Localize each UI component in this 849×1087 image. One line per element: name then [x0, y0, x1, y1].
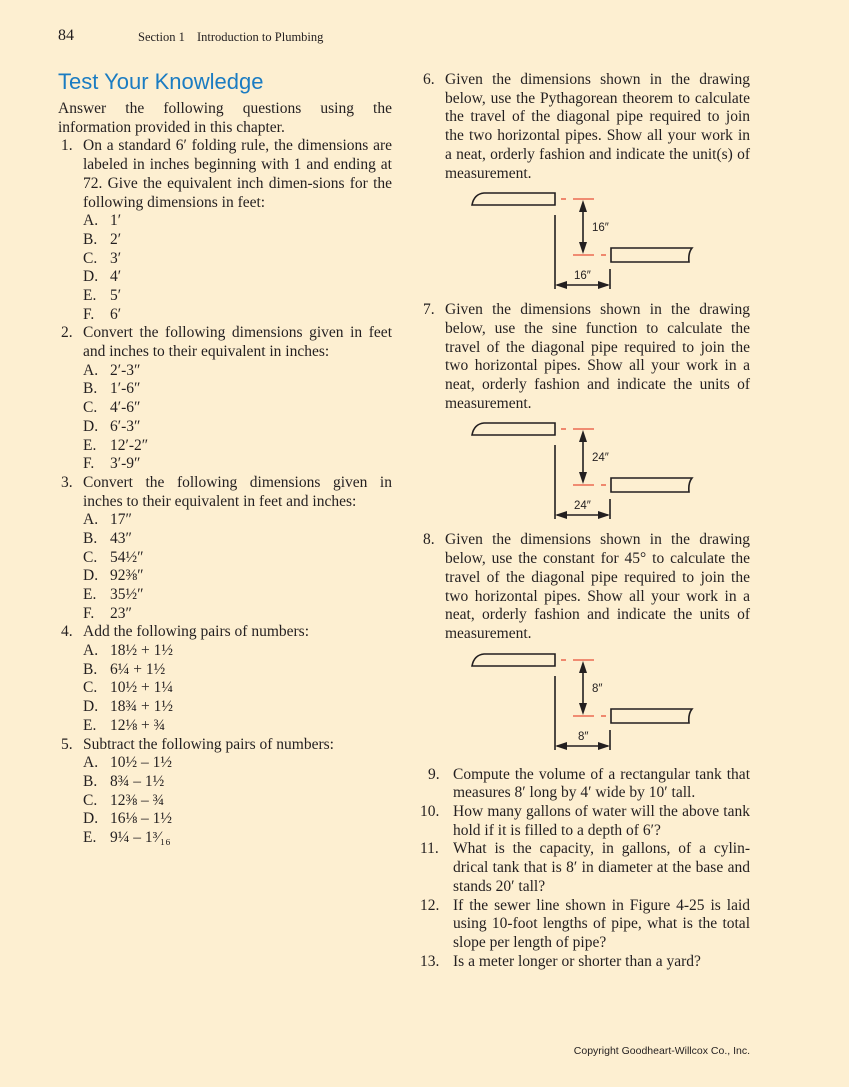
option-item: F. 3′-9″ [83, 455, 141, 473]
option-item: D. 92⅜″ [83, 567, 144, 585]
intro-text: Answer the following questions using the information provided in this chapter. [58, 100, 392, 136]
question-number: 7. [423, 301, 435, 319]
pipe-offset-diagram [420, 413, 750, 531]
question-2 [58, 324, 392, 474]
question-number: 10. [420, 803, 440, 821]
option-item: E. 35½″ [83, 586, 144, 604]
question-8 [420, 531, 750, 761]
questions-9-13 [420, 766, 750, 972]
rise-label: 8″ [592, 682, 603, 695]
option-item: E. 12′-2″ [83, 436, 149, 454]
option-item: A. 18½ + 1½ [83, 642, 173, 660]
option-list [58, 362, 392, 474]
option-item: A. 2′-3″ [83, 361, 141, 379]
question-number: 4. [61, 623, 73, 641]
question-text: 5. Subtract the following pairs of numbers: [61, 735, 334, 753]
option-list [58, 511, 392, 623]
option-list [58, 642, 392, 735]
question-1 [58, 137, 392, 324]
option-item: E. 9¼ – 1³⁄₁₆ [83, 829, 171, 846]
question-number: 9. [428, 765, 440, 783]
copyright-footer: Copyright Goodheart-Willcox Co., Inc. [573, 1045, 750, 1057]
option-item: A. 10½ – 1½ [83, 754, 172, 772]
option-item: F. 6′ [83, 305, 122, 323]
question-text: 8. Given the dimensions shown in the drawing below, use the constant for 45° to calculate the travel of the diagonal pipe required to join the two horizontal pipes. Show all your work in a neat, orderly fashion and indicate the units of measurement. [423, 531, 750, 642]
question-number: 5. [61, 735, 73, 753]
page-number: 84 [58, 27, 74, 44]
left-column [58, 100, 392, 848]
question-3 [58, 474, 392, 624]
option-item: C. 4′-6″ [83, 399, 141, 417]
run-label: 24″ [574, 500, 591, 513]
question-9: 9. Compute the volume of a rectangular tank that measures 8′ long by 4′ wide by 10′ tall. [428, 765, 750, 802]
question-number: 6. [423, 71, 435, 88]
question-7 [420, 301, 750, 531]
question-number: 8. [423, 531, 435, 549]
option-item: B. 2′ [83, 230, 122, 248]
question-number: 1. [61, 137, 73, 155]
question-4 [58, 623, 392, 735]
question-10: 10. How many gallons of water will the above tank hold if it is filled to a depth of 6′? [420, 803, 750, 839]
run-label: 8″ [578, 730, 589, 743]
option-item: D. 18¾ + 1½ [83, 698, 173, 716]
question-text: 3. Convert the following dimensions given in inches to their equivalent in feet and inches: [61, 473, 392, 510]
question-text: 4. Add the following pairs of numbers: [61, 623, 310, 641]
run-label: 16″ [574, 270, 591, 283]
question-number: 3. [61, 473, 73, 491]
question-text: 7. Given the dimensions shown in the drawing below, use the sine function to calculate the travel of the diagonal pipe required to join the two horizontal pipes. Show all your work in a neat, orderly fashion and indicate the units of measurement. [423, 301, 750, 412]
option-item: A. 17″ [83, 511, 132, 529]
question-13: 13. Is a meter longer or shorter than a yard? [420, 952, 701, 970]
question-12: 12. If the sewer line shown in Figure 4-25 is laid using 10-foot lengths of pipe, what is the total slope per length of pipe? [420, 896, 750, 951]
option-item: B. 1′-6″ [83, 380, 141, 398]
question-number: 12. [420, 896, 440, 914]
option-list [58, 754, 392, 847]
option-item: D. 16⅛ – 1½ [83, 810, 172, 828]
option-item: B. 8¾ – 1½ [83, 772, 165, 790]
right-column [420, 71, 750, 971]
option-item: C. 3′ [83, 249, 122, 267]
option-item: C. 54½″ [83, 548, 144, 566]
option-item: F. 23″ [83, 604, 132, 622]
option-item: E. 12⅛ + ¾ [83, 716, 166, 734]
question-text: 2. Convert the following dimensions given in feet and inches to their equivalent in inches: [61, 324, 392, 361]
question-number: 11. [420, 840, 439, 858]
rise-label: 24″ [592, 452, 609, 465]
question-number: 13. [420, 952, 440, 970]
question-5 [58, 736, 392, 848]
question-text: 6. Given the dimensions shown in the drawing below, use the Pythagorean theorem to calculate the travel of the diagonal pipe required to join the two horizontal pipes. Show all your work in a neat, orderly fashion and indicate the unit(s) of measurement. [423, 71, 750, 182]
question-number: 2. [61, 324, 73, 342]
page-title: Test Your Knowledge [58, 69, 264, 94]
option-item: E. 5′ [83, 286, 122, 304]
option-item: C. 10½ + 1¼ [83, 679, 173, 697]
question-11: 11. What is the capacity, in gallons, of a cylin-drical tank that is 8′ in diameter at the base and stands 20′ tall? [420, 840, 750, 895]
option-item: A. 1′ [83, 212, 122, 230]
lower-pipe [611, 248, 692, 262]
option-item: B. 43″ [83, 529, 132, 547]
question-text: 1. On a standard 6′ folding rule, the dimensions are labeled in inches beginning with 1 and ending at 72. Give the equivalent inch dimen-sions for the following dimensions in feet: [61, 137, 392, 211]
chapter-title: Introduction to Plumbing [197, 30, 324, 44]
pipe-offset-diagram [420, 183, 750, 301]
option-item: B. 6¼ + 1½ [83, 660, 166, 678]
option-item: D. 4′ [83, 268, 122, 286]
upper-pipe [472, 193, 555, 205]
option-item: C. 12⅜ – ¾ [83, 791, 165, 809]
pipe-offset-diagram [420, 644, 750, 762]
running-head [138, 30, 323, 45]
option-item: D. 6′-3″ [83, 417, 141, 435]
option-list [58, 212, 392, 324]
section-label: Section 1 [138, 30, 185, 44]
question-6 [420, 71, 750, 301]
rise-label: 16″ [592, 222, 609, 235]
